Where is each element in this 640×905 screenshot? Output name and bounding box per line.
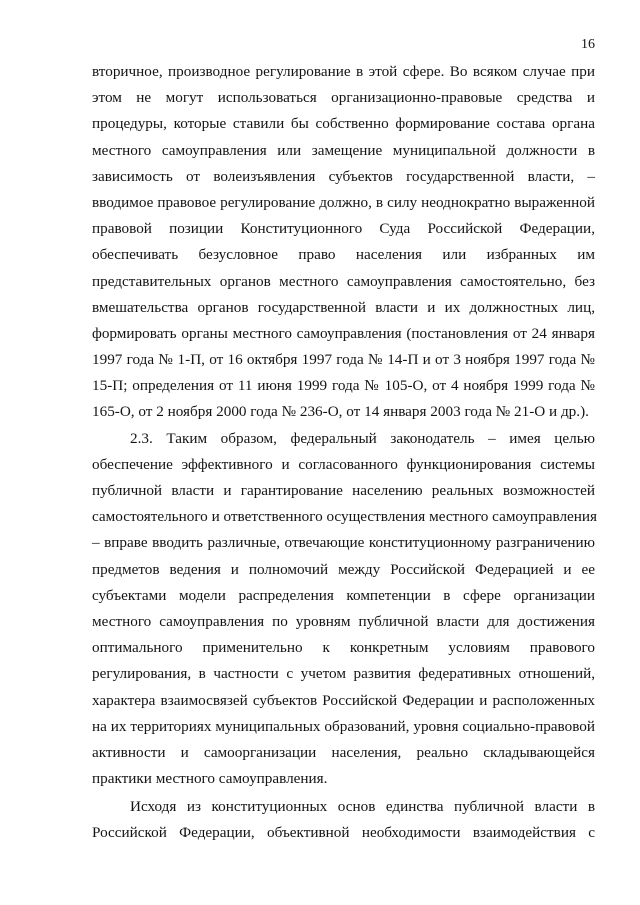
text-line: практики местного самоуправления. [92,770,328,788]
text-line: этом не могут использоваться организационно-правовые средства и [92,89,595,107]
text-line: зависимость от волеизъявления субъектов государственной власти, – [92,167,595,185]
text-line: обеспечивать безусловное право населения или избранных им [92,246,595,264]
text-line: регулирования, в частности с учетом развития федеративных отношений, [92,665,595,683]
text-line: самостоятельного и ответственного осуществления местного самоуправления [92,508,598,526]
page-number: 16 [581,37,595,52]
text-line: процедуры, которые ставили бы собственно формирование состава органа [92,115,595,133]
paragraph-1 [92,59,595,426]
text-line: представительных органов местного самоуправления самостоятельно, без [92,272,595,290]
paragraph-3 [92,794,595,846]
text-line: предметов ведения и полномочий между Российской Федерацией и ее [92,560,595,578]
text-line: обеспечение эффективного и согласованного функционирования системы [92,455,595,473]
text-line: 1997 года № 1-П, от 16 октября 1997 года № 14-П и от 3 ноября 1997 года № [92,351,595,369]
text-line: – вправе вводить различные, отвечающие конституционному разграничению [92,534,595,552]
text-line: активности и самоорганизации населения, реально складывающейся [92,743,595,761]
text-line: на их территориях муниципальных образований, уровня социально-правовой [92,717,595,735]
text-line: 165-О, от 2 ноября 2000 года № 236-О, от 14 января 2003 года № 21-О и др.). [92,403,589,421]
paragraph-2 [92,426,598,793]
text-line: Российской Федерации, объективной необходимости взаимодействия с [92,824,595,842]
text-line: Исходя из конституционных основ единства публичной власти в [130,798,595,816]
text-line: 2.3. Таким образом, федеральный законодатель – имея целью [130,429,595,447]
body-text [92,59,598,847]
text-line: субъектами модели распределения компетенции в сфере организации [92,586,595,604]
text-line: 15-П; определения от 11 июня 1999 года № 105-О, от 4 ноября 1999 года № [92,377,595,395]
text-line: публичной власти и гарантирование населению реальных возможностей [92,482,595,499]
text-line: вторичное, производное регулирование в этой сфере. Во всяком случае при [92,63,595,80]
text-line: местного самоуправления или замещение муниципальной должности в [92,141,595,159]
text-line: оптимального применительно к конкретным условиям правового [92,639,595,657]
text-line: вмешательства органов государственной власти и их должностных лиц, [92,298,595,316]
text-line: характера взаимосвязей субъектов Российской Федерации и расположенных [92,691,595,709]
text-line: вводимое правовое регулирование должно, в силу неоднократно выраженной [92,193,595,211]
text-line: местного самоуправления по уровням публичной власти для достижения [92,612,595,630]
text-line: формировать органы местного самоуправления (постановления от 24 января [92,324,595,342]
text-line: правовой позиции Конституционного Суда Российской Федерации, [92,220,595,238]
